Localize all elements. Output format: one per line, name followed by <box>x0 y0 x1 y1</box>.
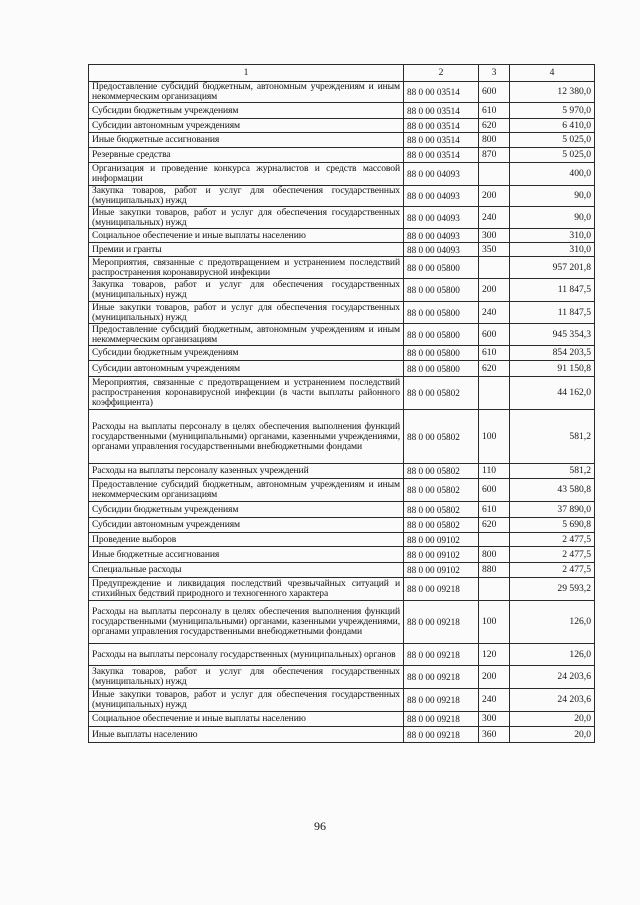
row-amount: 5 025,0 <box>510 133 595 148</box>
row-name: Расходы на выплаты персоналу казенных учреждений <box>89 464 404 479</box>
row-amount: 5 025,0 <box>510 148 595 163</box>
row-vr: 620 <box>479 518 510 533</box>
row-code: 88 0 00 09102 <box>404 547 479 563</box>
row-vr: 100 <box>479 410 510 464</box>
row-vr: 600 <box>479 479 510 502</box>
row-name: Мероприятия, связанные с предотвращением и устранением последствий распространения коронавирусной инфекции <box>89 257 404 279</box>
row-amount: 37 890,0 <box>510 502 595 518</box>
table-row <box>89 464 595 479</box>
row-name: Субсидии автономным учреждениям <box>89 361 404 377</box>
table-row <box>89 502 595 518</box>
row-amount: 29 593,2 <box>510 578 595 601</box>
row-vr: 610 <box>479 502 510 518</box>
table-header-row <box>89 65 595 82</box>
row-amount: 24 203,6 <box>510 689 595 712</box>
table-row <box>89 377 595 410</box>
row-code: 88 0 00 03514 <box>404 119 479 133</box>
row-name: Иные закупки товаров, работ и услуг для обеспечения государственных (муниципальных) нужд <box>89 689 404 712</box>
row-amount: 581,2 <box>510 410 595 464</box>
table-row <box>89 243 595 257</box>
row-code: 88 0 00 05800 <box>404 324 479 346</box>
row-amount: 11 847,5 <box>510 302 595 324</box>
page-number: 96 <box>314 819 326 833</box>
table-row <box>89 119 595 133</box>
row-amount: 91 150,8 <box>510 361 595 377</box>
table-row <box>89 712 595 727</box>
table-row <box>89 479 595 502</box>
row-vr: 610 <box>479 346 510 361</box>
row-code: 88 0 00 09218 <box>404 644 479 666</box>
row-vr: 600 <box>479 324 510 346</box>
row-name: Иные бюджетные ассигнования <box>89 547 404 563</box>
row-code: 88 0 00 09218 <box>404 578 479 601</box>
row-amount: 581,2 <box>510 464 595 479</box>
row-code: 88 0 00 05802 <box>404 502 479 518</box>
row-name: Предоставление субсидий бюджетным, автономным учреждениям и иным некоммерческим организациям <box>89 324 404 346</box>
table-row <box>89 324 595 346</box>
row-name: Иные выплаты населению <box>89 727 404 743</box>
row-vr: 110 <box>479 464 510 479</box>
row-name: Субсидии бюджетным учреждениям <box>89 103 404 119</box>
row-code: 88 0 00 05800 <box>404 257 479 279</box>
table-row <box>89 727 595 743</box>
row-amount: 310,0 <box>510 229 595 243</box>
row-amount: 2 477,5 <box>510 563 595 578</box>
row-code: 88 0 00 09218 <box>404 727 479 743</box>
table-body <box>89 82 595 743</box>
row-code: 88 0 00 03514 <box>404 103 479 119</box>
row-name: Расходы на выплаты персоналу в целях обеспечения выполнения функций государственными (муниципальными) органами, казенными учреждениями, органами управления государственными внебюджетными фондами <box>89 410 404 464</box>
row-amount: 310,0 <box>510 243 595 257</box>
row-vr: 300 <box>479 229 510 243</box>
row-vr: 240 <box>479 689 510 712</box>
row-amount: 44 162,0 <box>510 377 595 410</box>
table-row <box>89 518 595 533</box>
row-code: 88 0 00 05802 <box>404 518 479 533</box>
row-amount: 945 354,3 <box>510 324 595 346</box>
row-code: 88 0 00 05800 <box>404 279 479 302</box>
table-row <box>89 361 595 377</box>
row-vr: 620 <box>479 119 510 133</box>
row-code: 88 0 00 05800 <box>404 346 479 361</box>
row-name: Организация и проведение конкурса журналистов и средств массовой информации <box>89 163 404 186</box>
row-vr: 350 <box>479 243 510 257</box>
row-vr <box>479 533 510 547</box>
table-row <box>89 689 595 712</box>
row-name: Иные закупки товаров, работ и услуг для обеспечения государственных (муниципальных) нужд <box>89 207 404 229</box>
row-code: 88 0 00 05802 <box>404 410 479 464</box>
table-row <box>89 279 595 302</box>
table-row <box>89 163 595 186</box>
row-code: 88 0 00 09102 <box>404 563 479 578</box>
row-name: Предоставление субсидий бюджетным, автономным учреждениям и иным некоммерческим организациям <box>89 82 404 103</box>
row-vr: 870 <box>479 148 510 163</box>
row-code: 88 0 00 09218 <box>404 712 479 727</box>
row-amount: 2 477,5 <box>510 547 595 563</box>
row-vr: 120 <box>479 644 510 666</box>
table-row <box>89 601 595 644</box>
row-name: Иные закупки товаров, работ и услуг для обеспечения государственных (муниципальных) нужд <box>89 302 404 324</box>
row-name: Субсидии бюджетным учреждениям <box>89 502 404 518</box>
row-amount: 24 203,6 <box>510 666 595 689</box>
row-vr: 880 <box>479 563 510 578</box>
row-code: 88 0 00 05800 <box>404 302 479 324</box>
budget-table <box>88 64 595 743</box>
row-code: 88 0 00 05802 <box>404 464 479 479</box>
row-vr: 610 <box>479 103 510 119</box>
row-name: Проведение выборов <box>89 533 404 547</box>
column-header-2: 2 <box>404 65 479 82</box>
table-row <box>89 82 595 103</box>
row-vr <box>479 257 510 279</box>
row-code: 88 0 00 04093 <box>404 163 479 186</box>
row-vr: 800 <box>479 547 510 563</box>
row-code: 88 0 00 04093 <box>404 207 479 229</box>
row-code: 88 0 00 04093 <box>404 243 479 257</box>
row-amount: 11 847,5 <box>510 279 595 302</box>
row-amount: 5 970,0 <box>510 103 595 119</box>
row-vr: 300 <box>479 712 510 727</box>
row-name: Закупка товаров, работ и услуг для обеспечения государственных (муниципальных) нужд <box>89 279 404 302</box>
table-row <box>89 229 595 243</box>
row-amount: 957 201,8 <box>510 257 595 279</box>
row-code: 88 0 00 05802 <box>404 377 479 410</box>
row-vr: 200 <box>479 666 510 689</box>
row-code: 88 0 00 05802 <box>404 479 479 502</box>
table-row <box>89 302 595 324</box>
row-amount: 90,0 <box>510 186 595 207</box>
row-name: Социальное обеспечение и иные выплаты населению <box>89 229 404 243</box>
row-amount: 43 580,8 <box>510 479 595 502</box>
row-vr: 240 <box>479 207 510 229</box>
row-code: 88 0 00 05800 <box>404 361 479 377</box>
column-header-3: 3 <box>479 65 510 82</box>
table-row <box>89 103 595 119</box>
column-header-4: 4 <box>510 65 595 82</box>
row-code: 88 0 00 03514 <box>404 148 479 163</box>
row-vr <box>479 163 510 186</box>
row-vr: 240 <box>479 302 510 324</box>
row-amount: 12 380,0 <box>510 82 595 103</box>
row-name: Расходы на выплаты персоналу в целях обеспечения выполнения функций государственными (муниципальными) органами, казенными учреждениями, органами управления государственными внебюджетными фондами <box>89 601 404 644</box>
row-name: Мероприятия, связанные с предотвращением и устранением последствий распространения коронавирусной инфекции (в части выплаты районного коэффициента) <box>89 377 404 410</box>
row-code: 88 0 00 09218 <box>404 601 479 644</box>
row-amount: 90,0 <box>510 207 595 229</box>
row-vr: 200 <box>479 186 510 207</box>
row-name: Премии и гранты <box>89 243 404 257</box>
row-amount: 126,0 <box>510 644 595 666</box>
row-name: Специальные расходы <box>89 563 404 578</box>
row-code: 88 0 00 09218 <box>404 666 479 689</box>
row-code: 88 0 00 09102 <box>404 533 479 547</box>
row-name: Закупка товаров, работ и услуг для обеспечения государственных (муниципальных) нужд <box>89 186 404 207</box>
column-header-1: 1 <box>89 65 404 82</box>
row-amount: 2 477,5 <box>510 533 595 547</box>
table-row <box>89 533 595 547</box>
row-name: Субсидии автономным учреждениям <box>89 119 404 133</box>
row-name: Социальное обеспечение и иные выплаты населению <box>89 712 404 727</box>
row-code: 88 0 00 03514 <box>404 82 479 103</box>
row-name: Субсидии автономным учреждениям <box>89 518 404 533</box>
row-amount: 20,0 <box>510 727 595 743</box>
row-name: Предупреждение и ликвидация последствий чрезвычайных ситуаций и стихийных бедствий природного и техногенного характера <box>89 578 404 601</box>
table-row <box>89 148 595 163</box>
row-vr: 100 <box>479 601 510 644</box>
table-row <box>89 666 595 689</box>
row-vr: 360 <box>479 727 510 743</box>
row-name: Предоставление субсидий бюджетным, автономным учреждениям и иным некоммерческим организациям <box>89 479 404 502</box>
table-row <box>89 133 595 148</box>
row-amount: 854 203,5 <box>510 346 595 361</box>
row-amount: 20,0 <box>510 712 595 727</box>
table-row <box>89 644 595 666</box>
row-amount: 5 690,8 <box>510 518 595 533</box>
table-row <box>89 410 595 464</box>
row-code: 88 0 00 09218 <box>404 689 479 712</box>
table-row <box>89 257 595 279</box>
table-row <box>89 207 595 229</box>
row-vr: 800 <box>479 133 510 148</box>
row-name: Закупка товаров, работ и услуг для обеспечения государственных (муниципальных) нужд <box>89 666 404 689</box>
table-row <box>89 547 595 563</box>
row-amount: 126,0 <box>510 601 595 644</box>
row-name: Иные бюджетные ассигнования <box>89 133 404 148</box>
row-name: Резервные средства <box>89 148 404 163</box>
row-code: 88 0 00 04093 <box>404 229 479 243</box>
row-amount: 400,0 <box>510 163 595 186</box>
row-name: Субсидии бюджетным учреждениям <box>89 346 404 361</box>
row-code: 88 0 00 03514 <box>404 133 479 148</box>
row-vr: 600 <box>479 82 510 103</box>
table-row <box>89 346 595 361</box>
row-vr <box>479 377 510 410</box>
row-vr: 200 <box>479 279 510 302</box>
table-row <box>89 563 595 578</box>
row-code: 88 0 00 04093 <box>404 186 479 207</box>
row-vr <box>479 578 510 601</box>
table-row <box>89 186 595 207</box>
table-row <box>89 578 595 601</box>
row-name: Расходы на выплаты персоналу государственных (муниципальных) органов <box>89 644 404 666</box>
row-amount: 6 410,0 <box>510 119 595 133</box>
row-vr: 620 <box>479 361 510 377</box>
